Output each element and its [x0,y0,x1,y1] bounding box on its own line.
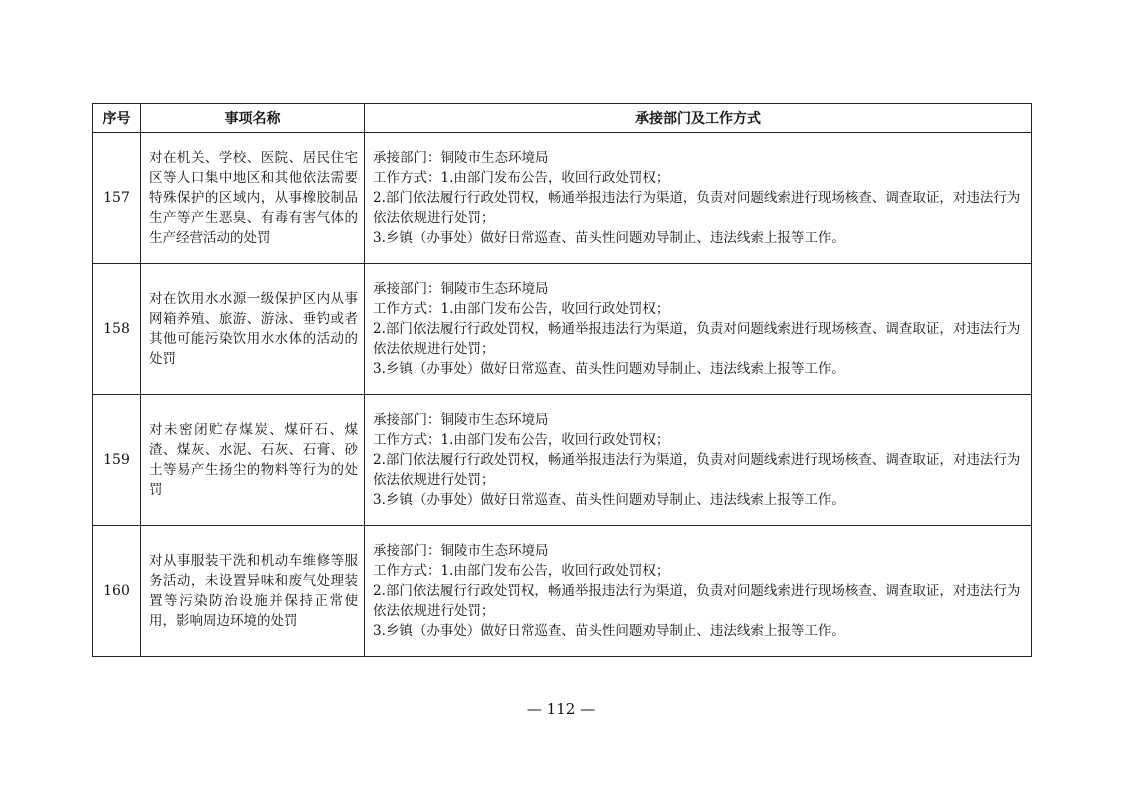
dept-line: 工作方式：1.由部门发布公告，收回行政处罚权； [373,301,670,317]
dept-line: 承接部门：铜陵市生态环境局 [373,281,549,297]
dept-line: 2.部门依法履行行政处罚权，畅通举报违法行为渠道，负责对问题线索进行现场核查、调查取证，对违法行为依法依规进行处罚； [373,583,1021,619]
dept-line: 工作方式：1.由部门发布公告，收回行政处罚权； [373,170,670,186]
dept-line: 2.部门依法履行行政处罚权，畅通举报违法行为渠道，负责对问题线索进行现场核查、调查取证，对违法行为依法依规进行处罚； [373,190,1021,226]
header-name: 事项名称 [141,104,365,133]
item-name: 对未密闭贮存煤炭、煤矸石、煤渣、煤灰、水泥、石灰、石膏、砂土等易产生扬尘的物料等行为的处罚 [141,395,365,526]
dept-line: 承接部门：铜陵市生态环境局 [373,543,549,559]
dept-line: 承接部门：铜陵市生态环境局 [373,412,549,428]
item-name: 对在饮用水水源一级保护区内从事网箱养殖、旅游、游泳、垂钓或者其他可能污染饮用水水体的活动的处罚 [141,264,365,395]
dept-line: 3.乡镇（办事处）做好日常巡查、苗头性问题劝导制止、违法线索上报等工作。 [373,230,845,246]
page-number: — 112 — [526,700,596,718]
dept-line: 承接部门：铜陵市生态环境局 [373,150,549,166]
table-row [93,133,1032,264]
dept-line: 工作方式：1.由部门发布公告，收回行政处罚权； [373,432,670,448]
dept-line: 2.部门依法履行行政处罚权，畅通举报违法行为渠道，负责对问题线索进行现场核查、调查取证，对违法行为依法依规进行处罚； [373,452,1021,488]
dept-and-method [365,526,1032,657]
dept-and-method [365,264,1032,395]
header-dept: 承接部门及工作方式 [365,104,1032,133]
dept-line: 3.乡镇（办事处）做好日常巡查、苗头性问题劝导制止、违法线索上报等工作。 [373,492,845,508]
row-number: 158 [93,264,141,395]
dept-line: 工作方式：1.由部门发布公告，收回行政处罚权； [373,563,670,579]
table-row [93,526,1032,657]
dept-line: 3.乡镇（办事处）做好日常巡查、苗头性问题劝导制止、违法线索上报等工作。 [373,361,845,377]
table-row [93,264,1032,395]
table-row [93,395,1032,526]
items-table [92,103,1032,657]
table-header-row [93,104,1032,133]
header-no: 序号 [93,104,141,133]
item-name: 对从事服装干洗和机动车维修等服务活动，未设置异味和废气处理装置等污染防治设施并保持正常使用，影响周边环境的处罚 [141,526,365,657]
dept-and-method [365,133,1032,264]
item-name: 对在机关、学校、医院、居民住宅区等人口集中地区和其他依法需要特殊保护的区域内，从事橡胶制品生产等产生恶臭、有毒有害气体的生产经营活动的处罚 [141,133,365,264]
row-number: 159 [93,395,141,526]
dept-and-method [365,395,1032,526]
dept-line: 2.部门依法履行行政处罚权，畅通举报违法行为渠道，负责对问题线索进行现场核查、调查取证，对违法行为依法依规进行处罚； [373,321,1021,357]
dept-line: 3.乡镇（办事处）做好日常巡查、苗头性问题劝导制止、违法线索上报等工作。 [373,623,845,639]
row-number: 160 [93,526,141,657]
row-number: 157 [93,133,141,264]
